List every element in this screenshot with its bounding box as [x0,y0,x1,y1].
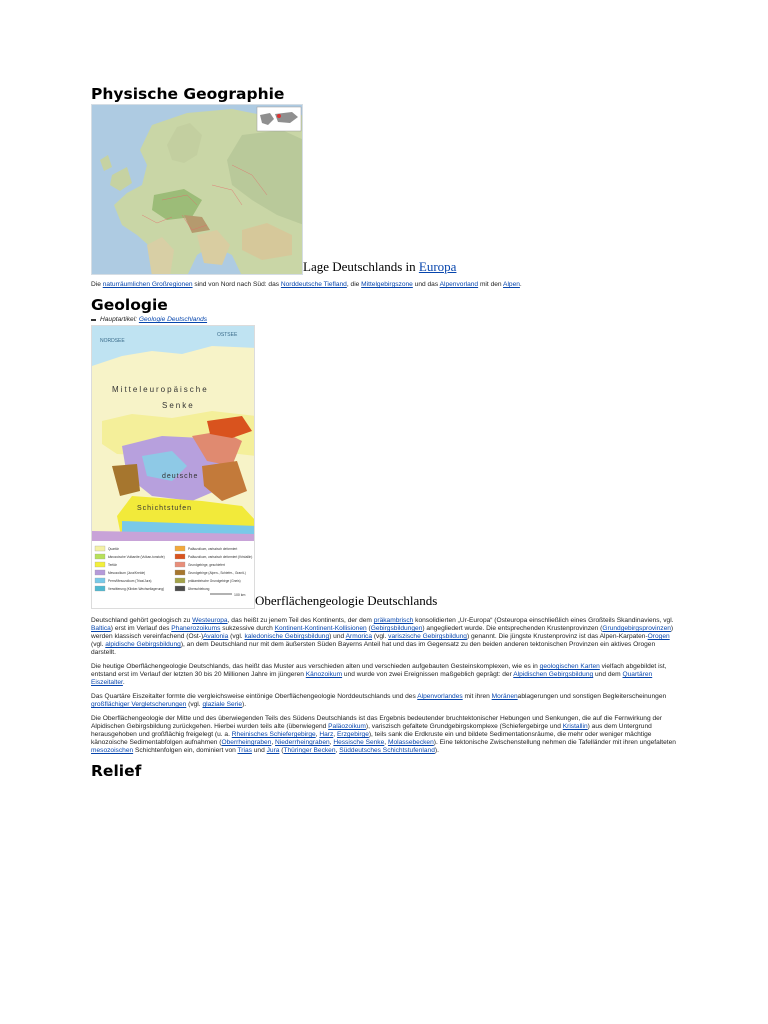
legend-swatch [175,562,185,567]
figure-europe-caption: Lage Deutschlands in [303,259,419,274]
legend-swatch [95,554,105,559]
link-grundgebirgsprovinzen[interactable]: Grundgebirgsprovinzen [602,625,671,632]
geomap-region-senke: Senke [162,401,195,410]
legend-label: Verwitterung (Klinker-Wechsellagerung) [108,587,165,592]
link-kaenozoikum[interactable]: Känozoikum [305,671,343,678]
link-quartaeres-eiszeitalter[interactable]: Quartären Eiszeitalter [91,671,653,686]
link-orogen[interactable]: Orogen [647,633,670,640]
figure-europe [91,104,677,275]
geology-paragraph-3: Das Quartäre Eiszeitalter formte die vergleichsweise eintönige Oberflächengeologie Norddeutschlands und des Alpenvorlandes mit ihren Moränenablagerungen und sonstigen Begleiterscheinungen großflächiger Vergletscherungen (vgl. glaziale Serie). [91,693,667,708]
link-europa[interactable]: Europa [418,259,457,274]
section-heading-relief: Relief [91,762,142,780]
link-alpenvorland[interactable]: Alpenvorland [439,281,479,288]
section-heading-physische-geographie: Physische Geographie [91,85,285,103]
link-hessische-senke[interactable]: Hessische Senke [333,739,385,746]
link-mesozoischen[interactable]: mesozoischen [91,747,134,754]
link-geologie-deutschlands[interactable]: Geologie Deutschlands [138,316,208,323]
arrow-icon [91,319,96,321]
link-molassebecken[interactable]: Molassebecken [387,739,434,746]
figure-geology [91,325,677,609]
legend-swatch [175,546,185,551]
geomap-east-label: OSTSEE [217,332,238,338]
link-gebirgsbildungen[interactable]: Gebirgsbildungen [370,625,423,632]
link-westeuropa[interactable]: Westeuropa [192,617,228,624]
link-oberrheingraben[interactable]: Oberrheingraben [221,739,272,746]
geomap-region-schichtstufen: Schichtstufen [137,505,193,512]
link-jura[interactable]: Jura [266,747,280,754]
link-trias[interactable]: Trias [237,747,252,754]
link-glaziale-serie[interactable]: glaziale Serie [202,701,243,708]
legend-swatch [175,586,185,591]
link-kontinent-kollisionen[interactable]: Kontinent-Kontinent-Kollisionen [274,625,367,632]
link-baltica[interactable]: Baltica [91,625,111,632]
legend-label: Überschiebung [188,587,210,592]
link-sueddeutsches-schichtstufenland[interactable]: Süddeutsches Schichtstufenland [339,747,435,754]
link-kristallin[interactable]: Kristallin [562,723,588,730]
link-thueringer-becken[interactable]: Thüringer Becken [283,747,336,754]
geomap-sea-label: NORDSEE [100,338,125,344]
geology-map-graphic [92,326,255,609]
link-erzgebirge[interactable]: Erzgebirge [336,731,369,738]
geomap-region-mittel: Mitteleuropäische [112,385,209,394]
link-alpen[interactable]: Alpen [503,281,520,288]
legend-swatch [95,578,105,583]
legend-label: Paläozoikum, variszisch deformiert (Kristallin) [188,555,253,560]
geology-paragraph-2: Die heutige Oberflächengeologie Deutschlands, das heißt das Muster aus verschieden alten und verschieden aufgebauten Gesteinskomplexen, wie es in geologischen Karten vielfach abgebildet ist, entstand erst im Verlauf der letzten 30 bis 20 Millionen Jahre im jüngeren Känozoikum und wurde von zwei Ereignissen maßgeblich geprägt: der Alpidischen Gebirgsbildung und dem Quartären Eiszeitalter. [91,663,667,686]
link-phanerozoikum[interactable]: Phanerozoikums [171,625,221,632]
link-niederrheingraben[interactable]: Niederrheingraben [275,739,330,746]
legend-swatch [95,586,105,591]
link-palaeozoikum[interactable]: Paläozoikum [328,723,366,730]
legend-label: Tertiär [108,563,117,568]
legend-swatch [95,570,105,575]
geomap-region-deutsche: deutsche [162,473,199,480]
geology-paragraph-4: Die Oberflächengeologie der Mitte und des überwiegenden Teils des Südens Deutschlands ist das Ergebnis bedeutender bruchtektonischer Hebungen und Senkungen, die auf die Fernwirkung der Alpidischen Gebirgsbildung zurückgehen. Hierbei wurden teils alte (überwiegend Paläozoikum), variszisch gefaltete Grundgebirgskomplexe (Schiefergebirge und Kristallin) aus dem Untergrund herausgehoben und großflächig freigelegt (u. a. Rheinisches Schiefergebirge, Harz, Erzgebirge), teils sank die Erdkruste ein und bildete Sedimentationsräume, die mehr oder weniger mächtige känozoische Sedimentabfolgen aufnahmen (Oberrheingraben, Niederrheingraben, Hessische Senke, Molassebecken). Eine tektonische Zwischenstellung nehmen die Tafelländer mit ihren ungefalteten mesozoischen Schichtenfolgen ein, dominiert von Trias und Jura (Thüringer Becken, Süddeutsches Schichtstufenland). [91,715,676,754]
legend-label: Quartär [108,547,119,552]
link-armorica[interactable]: Armorica [345,633,373,640]
link-variszische-gebirgsbildung[interactable]: variszische Gebirgsbildung [388,633,467,640]
link-avalonia[interactable]: Avalonia [203,633,229,640]
legend-swatch [95,562,105,567]
geology-map[interactable] [91,325,255,609]
europe-location-map[interactable] [91,104,303,275]
link-alpenvorlandes[interactable]: Alpenvorlandes [417,693,463,700]
link-alpidische-gebirgsbildung-2[interactable]: Alpidischen Gebirgsbildung [513,671,594,678]
legend-label: Grundgebirge (Alpen-, Schiefer-, Granit-) [188,571,246,576]
link-rheinisches-schiefergebirge[interactable]: Rheinisches Schiefergebirge [231,731,316,738]
legend-label: Perm/Mesozoikum (Trias/Jura) [108,579,152,584]
legend-label: präkambrische Grundgebirge (Gneis) [188,579,241,584]
europe-map-graphic [92,105,303,275]
legend-swatch [175,570,185,575]
link-praekambrisch[interactable]: präkambrisch [373,617,414,624]
geomap-scale-text: 100 km [234,593,246,597]
intro-paragraph: Die naturräumlichen Großregionen sind von Nord nach Süd: das Norddeutsche Tiefland, die Mittelgebirgszone und das Alpenvorland mit den Alpen. [91,281,522,288]
link-harz[interactable]: Harz [319,731,334,738]
section-heading-geologie: Geologie [91,296,168,314]
link-mittelgebirgszone[interactable]: Mittelgebirgszone [361,281,413,288]
legend-swatch [175,554,185,559]
figure-geology-caption: Oberflächengeologie Deutschlands [255,593,438,608]
hauptartikel-note: Hauptartikel: Geologie Deutschlands [91,316,677,323]
legend-swatch [175,578,185,583]
legend-label: Mesozoikum (Jura/Kreide) [108,571,146,576]
link-vergletscherungen[interactable]: großflächiger Vergletscherungen [91,701,187,708]
link-alpidische-gebirgsbildung[interactable]: alpidische Gebirgsbildung [105,641,181,648]
legend-label: Grundgebirge, geschiefert [188,563,225,568]
legend-label: känozoische Vulkanite (Vulkan-tonstufe) [108,555,165,560]
legend-swatch [95,546,105,551]
link-norddeutsches-tiefland[interactable]: Norddeutsche Tiefland [280,281,347,288]
link-moraenen[interactable]: Moränen [491,693,518,700]
geomap-legend [95,546,252,591]
legend-label: Paläozoikum, variszisch deformiert [188,547,238,552]
geology-paragraph-1: Deutschland gehört geologisch zu Westeuropa, das heißt zu jenem Teil des Kontinents, der dem präkambrisch konsolidierten „Ur-Europa“ (Osteuropa einschließlich eines Großteils Skandinaviens, vgl. Baltica) erst im Verlauf des Phanerozoikums sukzessive durch Kontinent-Kontinent-Kollisionen (Gebirgsbildungen) angegliedert wurde. Die entsprechenden Krustenprovinzen (Grundgebirgsprovinzen) werden klassisch vereinfachend (Ost-)Avalonia (vgl. kaledonische Gebirgsbildung) und Armorica (vgl. variszische Gebirgsbildung) genannt. Die jüngste Krustenprovinz ist das Alpen-Karpaten-Orogen (vgl. alpidische Gebirgsbildung), an dem Deutschland nur mit dem äußersten Süden Bayerns Anteil hat und das im Gegensatz zu den beiden anderen tektonischen Provinzen ein aktives Orogen darstellt. [91,617,674,656]
link-naturraeumliche-grossregionen[interactable]: naturräumlichen Großregionen [102,281,193,288]
link-kaledonische-gebirgsbildung[interactable]: kaledonische Gebirgsbildung [244,633,330,640]
link-geologische-karten[interactable]: geologischen Karten [539,663,600,670]
article-body [91,84,677,781]
